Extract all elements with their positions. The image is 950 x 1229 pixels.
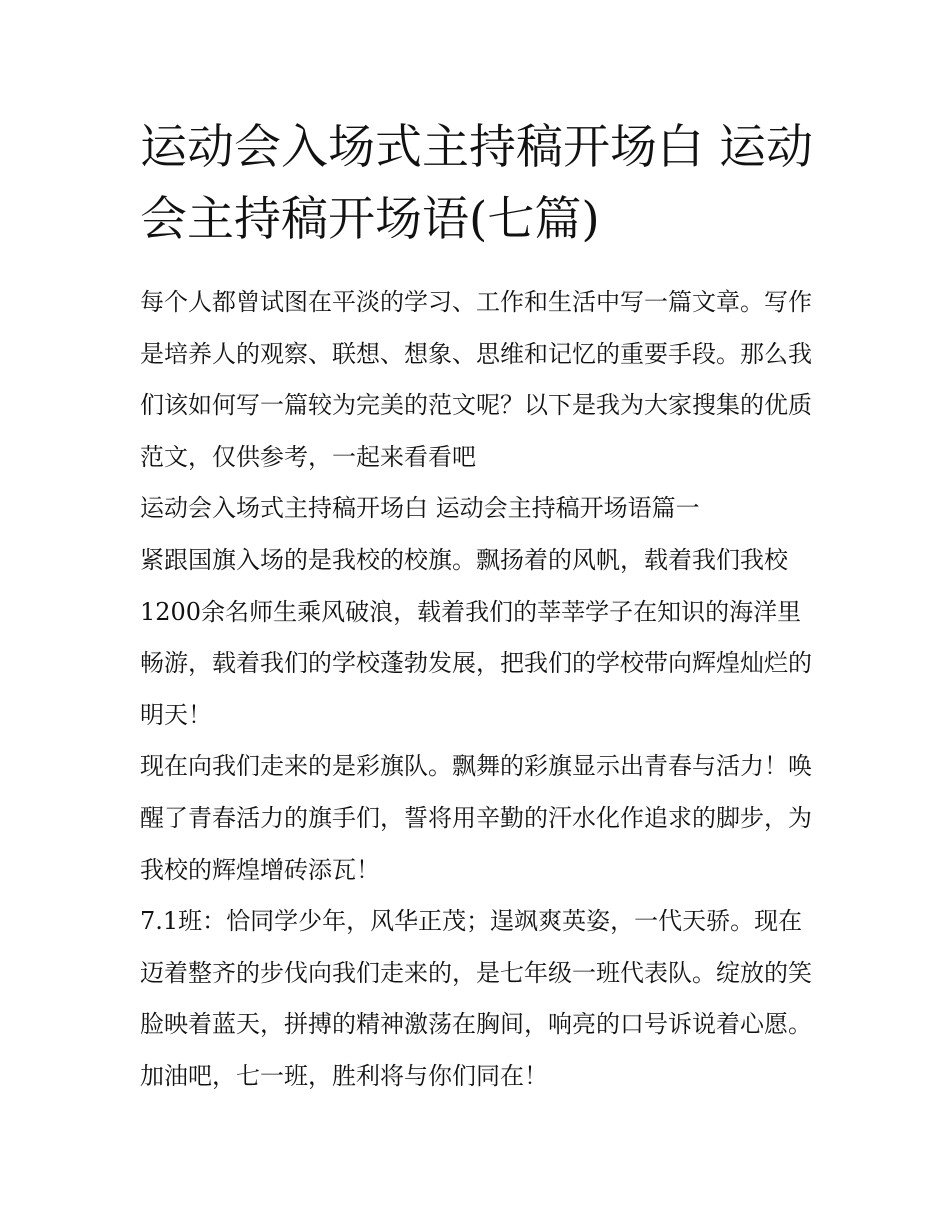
document-body [140, 277, 820, 1103]
school-flag-paragraph: 紧跟国旗入场的是我校的校旗。飘扬着的风帆，载着我们我校1200余名师生乘风破浪，载着我们的莘莘学子在知识的海洋里畅游，载着我们的学校蓬勃发展，把我们的学校带向辉煌灿烂的明天！ [140, 545, 812, 729]
document-title: 运动会入场式主持稿开场白 运动会主持稿开场语(七篇) [140, 120, 813, 247]
class-7-1-paragraph: 7.1班：恰同学少年，风华正茂；逞飒爽英姿，一代天骄。现在迈着整齐的步伐向我们走来的，是七年级一班代表队。绽放的笑脸映着蓝天，拼搏的精神激荡在胸间，响亮的口号诉说着心愿。加油吧，七一班，胜利将与你们同在！ [140, 907, 812, 1090]
color-flag-paragraph: 现在向我们走来的是彩旗队。飘舞的彩旗显示出青春与活力！唤醒了青春活力的旗手们，誓将用辛勤的汗水化作追求的脚步，为我校的辉煌增砖添瓦！ [140, 752, 812, 884]
intro-paragraph: 每个人都曾试图在平淡的学习、工作和生活中写一篇文章。写作是培养人的观察、联想、想象、思维和记忆的重要手段。那么我们该如何写一篇较为完美的范文呢？以下是我为大家搜集的优质范文，仅供参考，一起来看看吧 [140, 288, 812, 471]
section-heading: 运动会入场式主持稿开场白 运动会主持稿开场语篇一 [140, 494, 700, 523]
